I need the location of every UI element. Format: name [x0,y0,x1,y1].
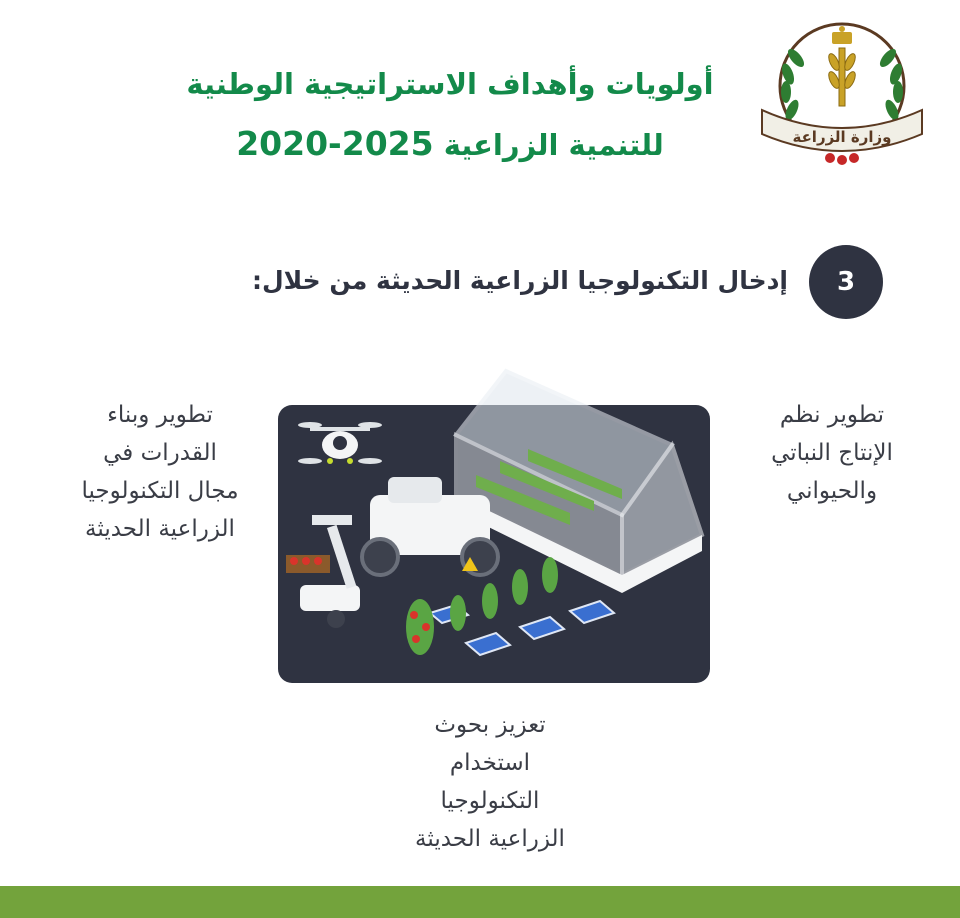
section-number-badge: 3 [809,245,883,319]
logo-text: وزارة الزراعة [792,128,892,146]
item-capacity-building [40,396,280,548]
item-plant-animal-production [712,396,952,510]
item-line: الزراعية الحديثة [415,826,565,852]
page-subtitle [160,122,740,167]
item-line: تطوير نظم [779,402,885,428]
subtitle-text: للتنمية الزراعية [443,128,664,162]
item-line: الزراعية الحديثة [85,516,235,542]
item-research-promotion [360,706,620,858]
item-line: والحيواني [786,478,878,504]
ministry-logo [756,18,928,168]
item-line: التكنولوجيا [440,788,540,814]
footer-bar [0,886,960,918]
fruit-icon [825,153,859,165]
strategy-years: 2020-2025 [236,124,434,163]
item-line: تطوير وبناء [107,402,213,428]
item-line: الإنتاج النباتي [771,440,893,466]
item-line: تعزيز بحوث [434,712,546,738]
item-line: استخدام [449,750,531,776]
section-heading: إدخال التكنولوجيا الزراعية الحديثة من خلال: [251,266,788,295]
smart-farm-illustration [270,365,720,690]
page-title: أولويات وأهداف الاستراتيجية الوطنية [186,67,714,101]
item-line: مجال التكنولوجيا [81,478,239,504]
item-line: القدرات في [103,440,217,466]
